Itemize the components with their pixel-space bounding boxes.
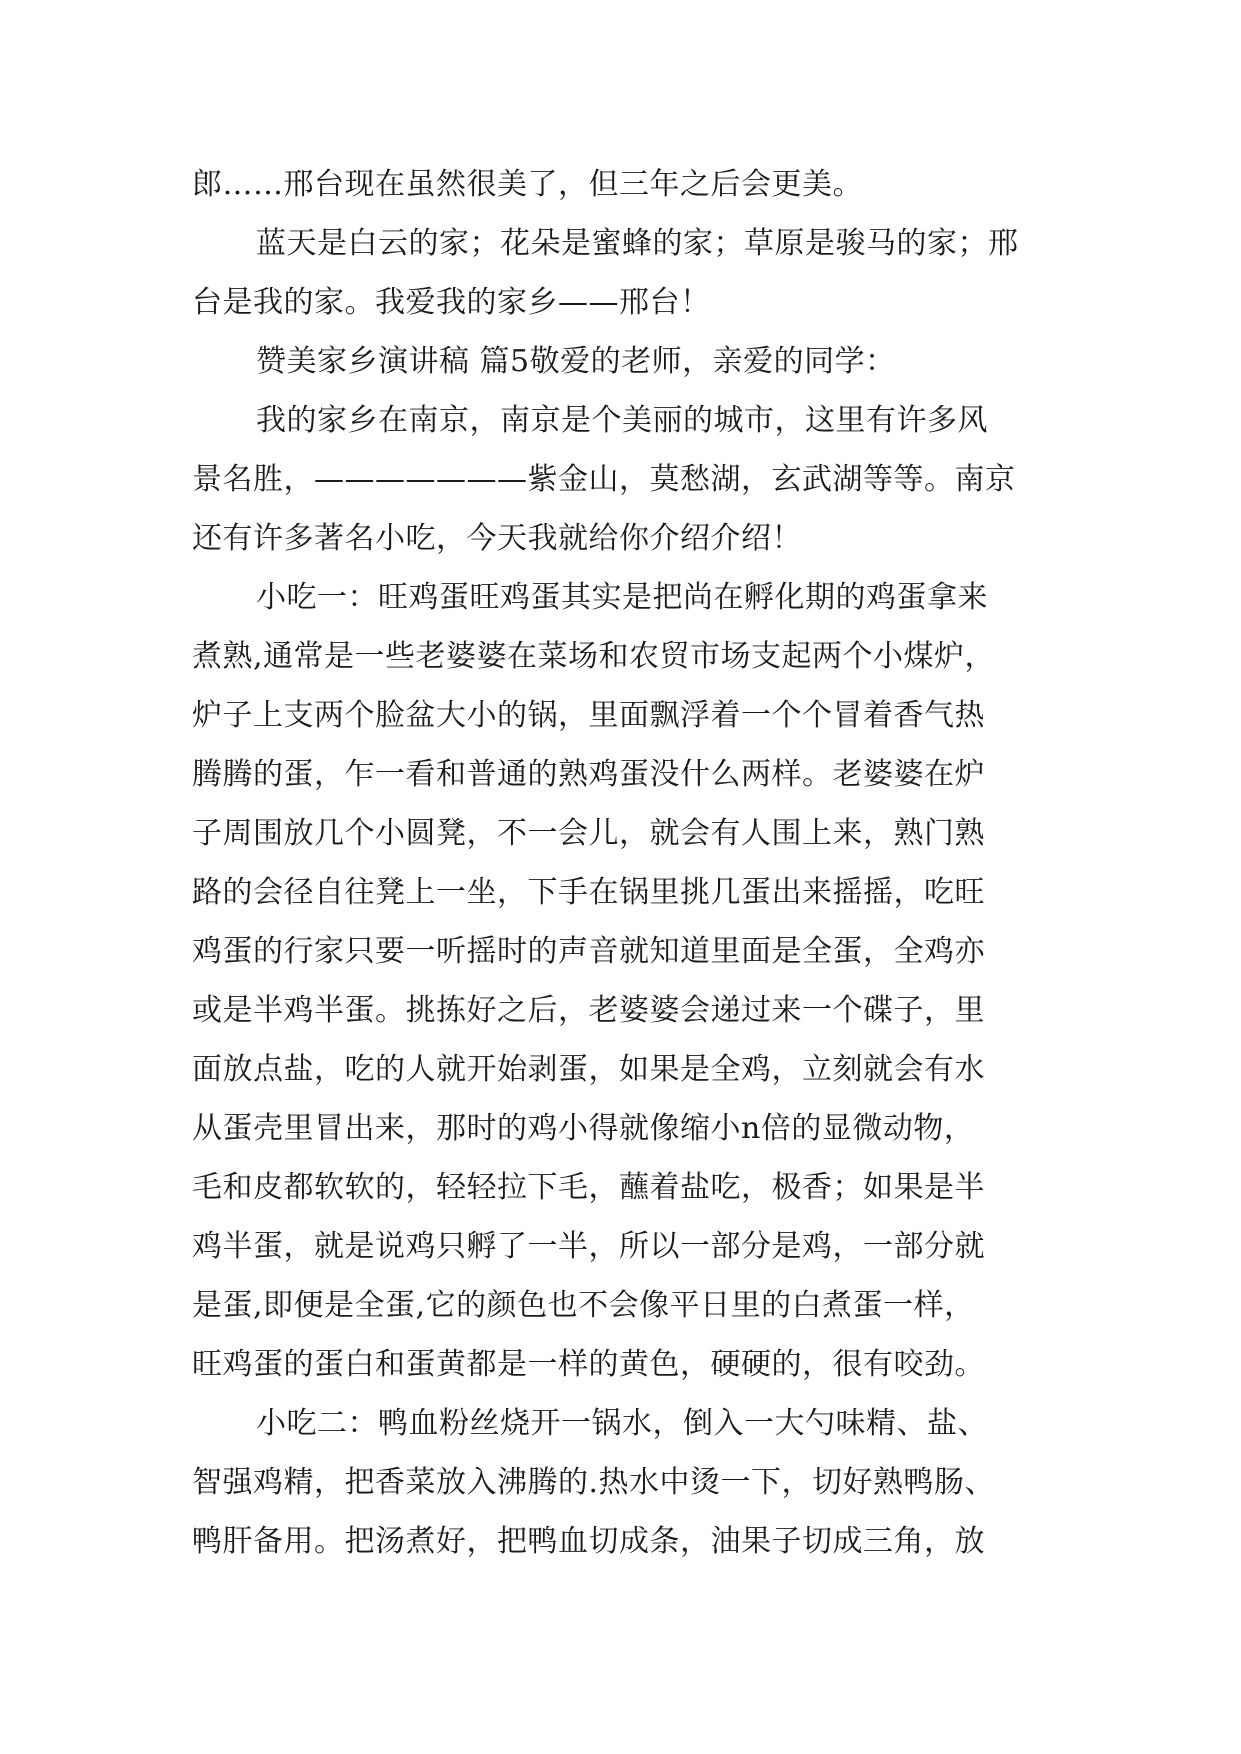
text-line: 智强鸡精，把香菜放入沸腾的.热水中烫一下，切好熟鸭肠、 [192, 1465, 996, 1500]
text-line: 子周围放几个小圆凳，不一会儿，就会有人围上来，熟门熟 [192, 816, 985, 851]
text-line: 从蛋壳里冒出来，那时的鸡小得就像缩小n倍的显微动物， [192, 1111, 975, 1146]
text-line: 我的家乡在南京，南京是个美丽的城市，这里有许多风 [256, 403, 988, 438]
text-line: 是蛋,即便是全蛋,它的颜色也不会像平日里的白煮蛋一样， [192, 1288, 975, 1323]
text-line: 路的会径自往凳上一坐，下手在锅里挑几蛋出来摇摇，吃旺 [192, 875, 985, 910]
text-line: 还有许多著名小吃，今天我就给你介绍介绍！ [192, 521, 802, 556]
text-line: 鸡半蛋，就是说鸡只孵了一半，所以一部分是鸡，一部分就 [192, 1229, 985, 1264]
text-line: 旺鸡蛋的蛋白和蛋黄都是一样的黄色，硬硬的，很有咬劲。 [192, 1347, 985, 1382]
text-line: 腾腾的蛋，乍一看和普通的熟鸡蛋没什么两样。老婆婆在炉 [192, 757, 985, 792]
text-line: 面放点盐，吃的人就开始剥蛋，如果是全鸡，立刻就会有水 [192, 1052, 985, 1087]
text-line: 鸭肝备用。把汤煮好，把鸭血切成条，油果子切成三角，放 [192, 1524, 985, 1559]
text-line: 炉子上支两个脸盆大小的锅，里面飘浮着一个个冒着香气热 [192, 698, 985, 733]
text-line: 赞美家乡演讲稿 篇5敬爱的老师，亲爱的同学： [256, 344, 896, 379]
text-line: 蓝天是白云的家；花朵是蜜蜂的家；草原是骏马的家；邢 [256, 226, 1019, 261]
text-line: 郎……邢台现在虽然很美了，但三年之后会更美。 [192, 167, 863, 202]
document-body [192, 155, 1052, 1571]
text-line: 煮熟,通常是一些老婆婆在菜场和农贸市场支起两个小煤炉， [192, 639, 996, 674]
text-line: 小吃一：旺鸡蛋旺鸡蛋其实是把尚在孵化期的鸡蛋拿来 [256, 580, 988, 615]
text-line: 台是我的家。我爱我的家乡——邢台！ [192, 285, 711, 320]
text-line: 或是半鸡半蛋。挑拣好之后，老婆婆会递过来一个碟子，里 [192, 993, 985, 1028]
text-line: 小吃二：鸭血粉丝烧开一锅水，倒入一大勺味精、盐、 [256, 1406, 988, 1441]
text-line: 鸡蛋的行家只要一听摇时的声音就知道里面是全蛋，全鸡亦 [192, 934, 985, 969]
text-line: 景名胜，———————紫金山，莫愁湖，玄武湖等等。南京 [192, 462, 1016, 497]
text-line: 毛和皮都软软的，轻轻拉下毛，蘸着盐吃，极香；如果是半 [192, 1170, 985, 1205]
